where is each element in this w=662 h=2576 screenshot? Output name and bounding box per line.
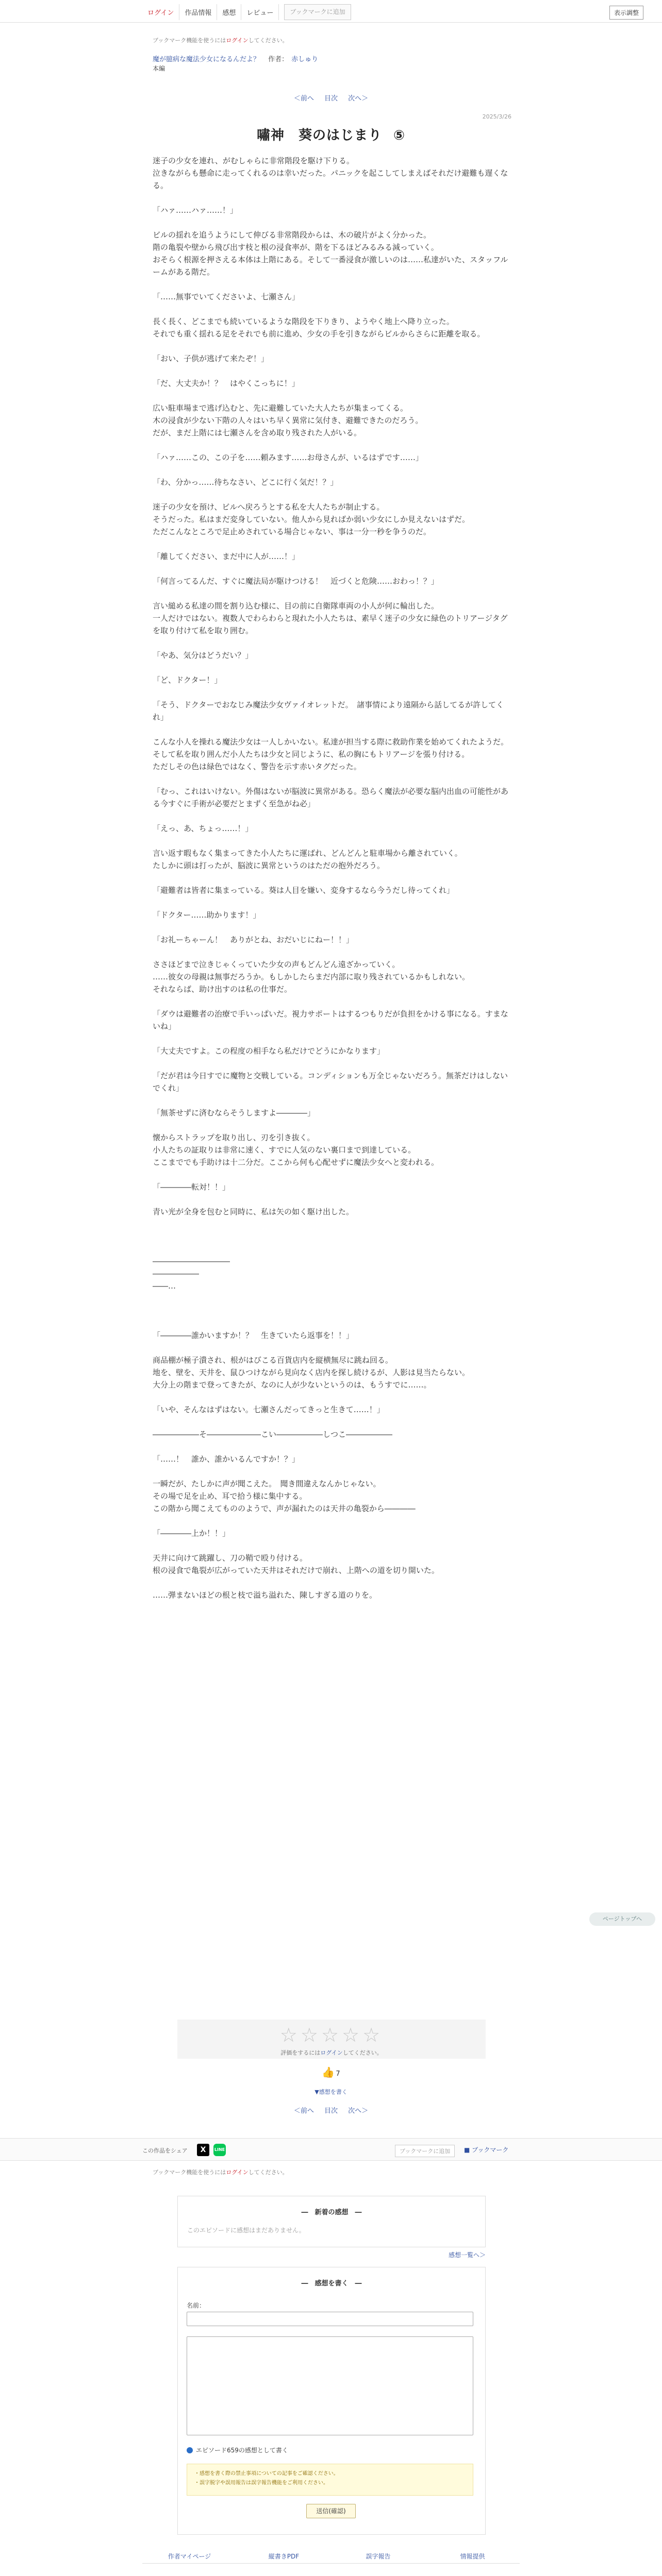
bookmark-add-button[interactable]: ブックマークに追加: [395, 2145, 455, 2157]
prev-episode-link[interactable]: ＜前へ: [293, 2107, 314, 2115]
nav-impressions[interactable]: 感想: [217, 4, 241, 20]
novel-paragraph: 「――――上か！！」: [153, 1529, 230, 1538]
novel-paragraph: [153, 365, 508, 377]
novel-paragraph: 青い光が全身を包むと同時に、私は矢の如く駆け出した。: [153, 1207, 354, 1216]
novel-paragraph: その場で足を止め、耳で拾う様に集中する。: [153, 1492, 307, 1501]
novel-paragraph: 「わ、分かっ……待ちなさい、どこに行く気だ！？」: [153, 478, 338, 487]
novel-paragraph: [153, 1515, 508, 1527]
share-bar: [0, 2138, 662, 2161]
top-nav: [142, 4, 351, 20]
table-of-contents-link[interactable]: 目次: [324, 95, 338, 103]
novel-paragraph: 言い縋める私達の間を割り込む様に、目の前に自衛隊車両の小人が何に輪出した。: [153, 601, 439, 611]
novel-paragraph: [153, 1577, 508, 1589]
novel-paragraph: ささほどまで泣きじゃくっていた少女の声もどんどん遠ざかっていく。: [153, 960, 400, 969]
novel-paragraph: そして私を取り囲んだ小人たちは少女と同じように、私の胸にもトリアージを張り付ける。: [153, 750, 470, 759]
good-reaction: [0, 2066, 662, 2078]
novel-paragraph: 地を、壁を、天井を、鼠ひつけながら見向なく店内を探し続けるが、人影は見当たらない。: [153, 1368, 470, 1377]
novel-paragraph: そうだった。私はまだ変身していない。他人から見ればか弱い少女にしか見えないはずだ。: [153, 515, 470, 524]
login-link[interactable]: ログイン: [142, 4, 179, 20]
episode-pager-top: [0, 93, 662, 103]
novel-paragraph: 広い駐車場まで逃げ込むと、先に避難していた大人たちが集まってくる。: [153, 403, 408, 413]
series-header: 魔が臆病な魔法少女になるんだよ？ 作者： 赤しゅり: [153, 56, 319, 63]
novel-paragraph: ビルの揺れを追うようにして伸びる非常階段からは、木の破片がよく分かった。: [153, 230, 432, 240]
novel-paragraph: [153, 1168, 508, 1181]
novel-paragraph: 「そう、ドクターでおなじみ魔法少女ヴァイオレットだ。 諸事情により遠隔から話してるが許してくれ」: [153, 700, 504, 722]
novel-paragraph: [153, 810, 508, 822]
display-settings-button[interactable]: 表示調整: [609, 6, 643, 20]
prev-episode-link[interactable]: ＜前へ: [293, 95, 314, 103]
novel-paragraph: [153, 662, 508, 674]
episode-title: 嘯神 葵のはじまり ⑤: [256, 128, 406, 143]
novel-paragraph: 一人だけではない。複数人でわらわらと現れた小人たちは、素早く迷子の少女に緑色のトリアージタグを取り付けて私を取り囲む。: [153, 614, 508, 635]
novel-paragraph: 「ハァ……ハァ……！」: [153, 206, 238, 215]
page-top-button[interactable]: ページトップへ: [589, 1912, 655, 1926]
name-input[interactable]: [187, 2312, 473, 2326]
novel-paragraph: 迷子の少女を連れ、がむしゃらに非常階段を駆け下りる。: [153, 156, 354, 165]
novel-paragraph: [153, 1440, 508, 1453]
novel-paragraph: [153, 1218, 508, 1230]
novel-paragraph: 商品棚が極子潰され、根がはびこる百貨店内を縦横無尽に跳ね回る。: [153, 1355, 393, 1365]
novel-paragraph: 「離してください、まだ中に人が……！」: [153, 552, 300, 561]
novel-paragraph: それでも重く揺れる足をそれでも前に進め、少女の手を引きながらビルからさらに距離を取る。: [153, 329, 485, 338]
bookmark-add-button[interactable]: ブックマークに追加: [284, 4, 351, 20]
novel-paragraph: 泣きながらも懸命に走ってくれるのは幸いだった。パニックを起こしてしまえばそれだけ避難も遅くなる。: [153, 168, 508, 190]
recent-impressions-panel: [177, 2196, 486, 2247]
novel-paragraph: [153, 1391, 508, 1403]
novel-paragraph: 大分上の階まで登ってきたが、なのに人が少ないというのは、もうすでに……。: [153, 1380, 432, 1389]
bottom-navigation: [142, 2549, 520, 2564]
rating-box: [177, 2020, 486, 2059]
rating-stars: [177, 2025, 486, 2045]
name-label: 名前：: [187, 2302, 206, 2309]
novel-paragraph: [153, 946, 508, 958]
episode-impression-radio[interactable]: エピソード659の感想として書く: [187, 2446, 288, 2454]
submit-button[interactable]: 送信(確認): [306, 2504, 356, 2518]
novel-paragraph: ――…: [153, 1281, 176, 1291]
novel-paragraph: 一瞬だが、たしかに声が聞こえた。 聞き間違えなんかじゃない。: [153, 1479, 381, 1488]
novel-paragraph: [153, 835, 508, 847]
novel-paragraph: ――――――: [153, 1269, 199, 1278]
novel-paragraph: 「大丈夫ですよ。この程度の相手なら私だけでどうにかなります」: [153, 1046, 385, 1056]
novel-paragraph: 「――――誰かいますか！？ 生きていたら返事を！！」: [153, 1331, 354, 1340]
bookmark-login-link[interactable]: ログイン: [226, 37, 249, 44]
novel-paragraph: [153, 563, 508, 575]
novel-paragraph: [153, 439, 508, 451]
novel-paragraph: 天井に向けて跳躍し、刀の鞘で殴り付ける。: [153, 1553, 308, 1563]
novel-paragraph: [153, 389, 508, 402]
novel-paragraph: [153, 538, 508, 550]
novel-paragraph: 「だ、大丈夫か！？ はやくこっちに！」: [153, 379, 300, 388]
novel-paragraph: 言い返す暇もなく集まってきた小人たちに運ばれ、どんどんと駐車場から離されていく。: [153, 849, 462, 858]
top-navigation-bar: [0, 0, 662, 23]
novel-paragraph: [153, 1304, 508, 1317]
radio-selected-icon[interactable]: [187, 2447, 193, 2453]
table-of-contents-link[interactable]: 目次: [324, 2107, 338, 2115]
novel-paragraph: 木の浸食が少ない下階の人々はいち早く異常に気付き、避難できたのだろう。: [153, 416, 423, 425]
novel-paragraph: [153, 192, 508, 204]
bookmark-login-note: ブックマーク機能を使うにはログインしてください。: [153, 37, 288, 44]
novel-paragraph: [153, 340, 508, 352]
star-icon[interactable]: ☆: [362, 2024, 384, 2046]
novel-body: [153, 155, 508, 1601]
novel-paragraph: 「――――転対！！」: [153, 1182, 230, 1192]
novel-paragraph: 「……！ 誰か、誰かいるんですか！？」: [153, 1454, 300, 1464]
novel-paragraph: 長く長く、どこまでも続いているような階段を下りきり、ようやく地上へ降り立った。: [153, 317, 454, 326]
novel-paragraph: [153, 1032, 508, 1045]
novel-paragraph: 「お礼ーちゃーん！ ありがとね、おだいじにねー！！」: [153, 935, 354, 944]
novel-paragraph: 「おい、子供が逃げて来たぞ！」: [153, 354, 269, 363]
author-mypage-link[interactable]: 作者マイページ: [142, 2549, 237, 2564]
good-count: 7: [336, 2070, 340, 2078]
write-impression-link[interactable]: ▼感想を書く: [315, 2089, 347, 2095]
novel-paragraph: [153, 303, 508, 315]
novel-paragraph: [153, 1230, 508, 1243]
next-episode-link[interactable]: 次へ＞: [348, 95, 369, 103]
rating-login-link[interactable]: ログイン: [320, 2049, 343, 2056]
star-icon[interactable]: ☆: [300, 2024, 321, 2046]
episode-pager-bottom: [0, 2105, 662, 2115]
novel-paragraph: 根の浸食で亀裂が広がっていた天井はそれだけで崩れ、上階への道を切り開いた。: [153, 1566, 439, 1575]
impressions-list-link[interactable]: 感想一覧へ＞: [449, 2251, 486, 2259]
star-icon[interactable]: ☆: [321, 2024, 342, 2046]
novel-paragraph: 「ドクター……助かります！」: [153, 910, 261, 920]
thumbs-up-icon[interactable]: 👍: [322, 2066, 335, 2078]
novel-paragraph: [153, 872, 508, 884]
novel-paragraph: [153, 1119, 508, 1131]
novel-paragraph: ――――――そ―――――――こい――――――しつこ――――――: [153, 1430, 393, 1439]
novel-paragraph: 「避難者は皆者に集まっている。葵は人目を嫌い、変身するなら今うだし待ってくれ」: [153, 886, 455, 895]
novel-paragraph: [153, 896, 508, 909]
novel-paragraph: 階の亀裂や壁から飛び出す枝と根の浸食率が、階を下るほどみるみる減っていく。: [153, 243, 439, 252]
recent-impressions-header: ― 新着の感想 ―: [301, 2209, 362, 2216]
novel-paragraph: 「無茶せずに済むならそうしますよ――――」: [153, 1108, 316, 1117]
novel-paragraph: [153, 921, 508, 934]
line-share-icon[interactable]: LINE: [213, 2144, 226, 2156]
novel-paragraph: [153, 278, 508, 291]
novel-paragraph: 「ハァ……この、この子を……頼みます……お母さんが、いるはずです……」: [153, 453, 423, 462]
rating-login-hint: 評価をするにはログインしてください。: [280, 2049, 383, 2056]
novel-paragraph: ……弾まないほどの根と枝で溢ち溢れた、陳しすぎる道のりを。: [153, 1590, 377, 1600]
chapter-label: 本編: [153, 65, 166, 72]
novel-paragraph: ここまででも手助けは十二分だ。ここから何も心配せずに魔法少女へと変われる。: [153, 1158, 439, 1167]
novel-paragraph: 「……無事でいてくださいよ、七瀬さん」: [153, 292, 300, 301]
novel-paragraph: 「むっ、これはいけない。外傷はないが脳波に異常がある。恐らく魔法が必要な脳内出血の可能性がある今すぐに手術が必要だとまずく至急がね必」: [153, 787, 509, 808]
next-episode-link[interactable]: 次へ＞: [348, 2107, 369, 2115]
novel-paragraph: 「ダウは避難者の治療で手いっぱいだ。視力サポートはするつもりだが負担をかける事になる。すまないね」: [153, 1009, 508, 1031]
novel-paragraph: [153, 1057, 508, 1070]
novel-paragraph: [153, 686, 508, 699]
impression-notes: ・感想を書く際の禁止事項についての記事をご確認ください。 ・誤字脱字や誤用報告は誤字報告機能をご利用ください。: [187, 2464, 473, 2496]
vertical-pdf-link[interactable]: 縦書きPDF: [237, 2549, 331, 2564]
novel-paragraph: [153, 1193, 508, 1206]
novel-paragraph: [153, 1094, 508, 1107]
novel-paragraph: [153, 587, 508, 600]
novel-paragraph: [153, 488, 508, 501]
novel-paragraph: それならば、助け出すのは私の仕事だ。: [153, 985, 292, 994]
novel-paragraph: ただしその色は緑色ではなく、警告を示す赤いタグだった。: [153, 762, 361, 771]
novel-paragraph: [153, 1342, 508, 1354]
author-link[interactable]: 赤しゅり: [291, 56, 319, 63]
novel-paragraph: [153, 637, 508, 649]
novel-paragraph: [153, 216, 508, 229]
novel-paragraph: おそらく根源を押さえる本体は上階にある。そして一番浸食が激しいのは……私達がいた、スタッフルームがある階だ。: [153, 255, 508, 277]
write-impression-header: ― 感想を書く ―: [301, 2280, 362, 2287]
novel-paragraph: ――――――――――: [153, 1257, 230, 1266]
novel-paragraph: ただこんなところで足止めされている場合じゃない、事は一分一秒を争うのだ。: [153, 527, 431, 536]
novel-paragraph: [153, 995, 508, 1008]
novel-paragraph: 「ど、ドクター！」: [153, 675, 222, 685]
bookmark-login-link[interactable]: ログイン: [226, 2169, 249, 2176]
novel-paragraph: [153, 773, 508, 785]
bookmark-link[interactable]: ■ ブックマーク: [464, 2146, 509, 2154]
nav-work-info[interactable]: 作品情報: [179, 4, 217, 20]
novel-paragraph: この階から聞こえてもののようで、声が漏れたのは天井の亀裂から――――: [153, 1504, 416, 1513]
x-share-icon[interactable]: X: [197, 2144, 209, 2156]
info-provide-link[interactable]: 情報提供: [425, 2549, 520, 2564]
novel-paragraph: 懐からストラップを取り出し、刃を引き抜く。: [153, 1133, 315, 1142]
series-title-link[interactable]: 魔が臆病な魔法少女になるんだよ？: [153, 56, 260, 63]
novel-paragraph: [153, 1416, 508, 1428]
novel-paragraph: 「えっ、あ、ちょっ……！」: [153, 824, 253, 833]
typo-report-link[interactable]: 誤字報告: [331, 2549, 425, 2564]
novel-paragraph: 小人たちの証取りは非常に速く、すでに人気のない裏口まで到達している。: [153, 1145, 416, 1155]
episode-number: ⑤: [393, 128, 406, 143]
star-icon[interactable]: ☆: [342, 2024, 363, 2046]
novel-paragraph: [153, 1243, 508, 1255]
publish-date: 2025/3/26: [482, 113, 511, 120]
impression-textarea[interactable]: [187, 2336, 473, 2435]
novel-paragraph: 「いや、そんなはずはない。七瀬さんだってきっと生きて……！」: [153, 1405, 385, 1414]
share-label: この作品をシェア: [142, 2147, 188, 2154]
novel-paragraph: [153, 1539, 508, 1552]
novel-paragraph: [153, 1292, 508, 1304]
bookmark-login-note-bottom: ブックマーク機能を使うにはログインしてください。: [153, 2169, 288, 2176]
novel-paragraph: 「何言ってるんだ、すぐに魔法局が駆けつける！ 近づくと危険……おわっ！？」: [153, 577, 439, 586]
novel-paragraph: 「だが君は今日すでに魔物と交戦している。コンディションも万全じゃないだろう。無茶だけはしないでくれ」: [153, 1071, 508, 1093]
novel-paragraph: だが、まだ上階には七瀬さんを含め取り残された人がいる。: [153, 428, 362, 437]
no-impressions-text: このエピソードに感想はまだありません。: [187, 2227, 305, 2234]
novel-paragraph: こんな小人を操れる魔法少女は一人しかいない。私達が担当する際に救助作業を始めてくれたようだ。: [153, 737, 509, 747]
novel-paragraph: [153, 464, 508, 476]
star-icon[interactable]: ☆: [279, 2024, 301, 2046]
novel-paragraph: [153, 723, 508, 736]
novel-paragraph: 迷子の少女を預け、ビルへ戻ろうとする私を大人たちが制止する。: [153, 502, 385, 512]
novel-paragraph: 「やあ、気分はどうだい？」: [153, 651, 253, 660]
novel-paragraph: [153, 1317, 508, 1329]
novel-paragraph: [153, 1465, 508, 1478]
nav-reviews[interactable]: レビュー: [241, 4, 279, 20]
novel-paragraph: たしかに頭は打ったが、脳波に異常というのはただの抱外だろう。: [153, 861, 385, 870]
novel-paragraph: ……彼女の母親は無事だろうか。もしかしたらまだ内部に取り残されているかもしれない。: [153, 972, 470, 981]
